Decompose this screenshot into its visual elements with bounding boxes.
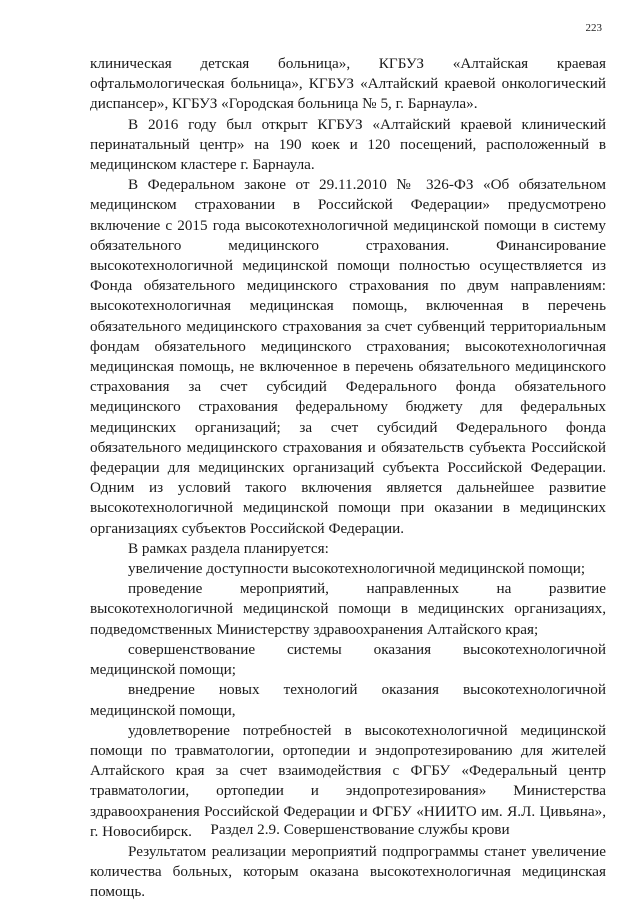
section-heading: Раздел 2.9. Совершенствование службы крови: [210, 821, 510, 838]
paragraph-3: В Федеральном законе от 29.11.2010 № 326-ФЗ «Об обязательном медицинском страховании в Российской Федерации» предусмотрено включение с 2015 года высокотехнологичной медицинской помощи в систему обязательного медицинского страхования. Финансирование высокотехнологичной медицинской помощи полностью осуществляется из Фонда обязательного медицинского страхования по двум направлениям: высокотехнологичная медицинская помощь, включенная в перечень обязательного медицинского страхования за счет субвенций территориальным фондам обязательного медицинского страхования; высокотехнологичная медицинская помощь, не включенное в перечень обязательного медицинского страхования за счет субсидий Федерального фонда обязательного медицинского страхования федеральному бюджету для федеральных медицинских организаций; за счет субсидий Федерального фонда обязательного медицинского страхования и обязательств субъекта Российской федерации для медицинских организаций субъекта Российской Федерации. Одним из условий такого включения является дальнейшее развитие высокотехнологичной медицинской помощи при оказании в медицинских организациях субъектов Российской Федерации.: [90, 176, 606, 537]
paragraph-4: В рамках раздела планируется:: [128, 539, 329, 557]
body-text: [90, 54, 606, 903]
paragraph-6: проведение мероприятий, направленных на развитие высокотехнологичной медицинской помощи в медицинских организациях, подведомственных Министерству здравоохранения Алтайского края;: [90, 580, 606, 638]
paragraph-10: Результатом реализации мероприятий подпрограммы станет увеличение количества больных, которым оказана высокотехнологичная медицинская помощь.: [90, 842, 606, 901]
paragraph-1: клиническая детская больница», КГБУЗ «Алтайская краевая офтальмологическая больница», КГБУЗ «Алтайский краевой онкологический диспансер», КГБУЗ «Городская больница № 5, г. Барнаула».: [90, 55, 606, 113]
page-number: 223: [585, 22, 602, 34]
paragraph-2: В 2016 году был открыт КГБУЗ «Алтайский краевой клинический перинатальный центр» на 190 коек и 120 посещений, расположенный в медицинском кластере г. Барнаула.: [90, 115, 606, 174]
paragraph-7: совершенствование системы оказания высокотехнологичной медицинской помощи;: [90, 640, 606, 679]
paragraph-5: увеличение доступности высокотехнологичной медицинской помощи;: [128, 560, 586, 578]
paragraph-9: удовлетворение потребностей в высокотехнологичной медицинской помощи по травматологии, ортопедии и эндопротезированию для жителей Алтайского края за счет взаимодействия с ФГБУ «Федеральный центр травматологии, ортопедии и эндопротезирования» Министерства здравоохранения Российской Федерации и ФГБУ «НИИТО им. Я.Л. Цивьяна», г. Новосибирск.: [90, 721, 606, 840]
paragraph-8: внедрение новых технологий оказания высокотехнологичной медицинской помощи,: [90, 681, 606, 719]
